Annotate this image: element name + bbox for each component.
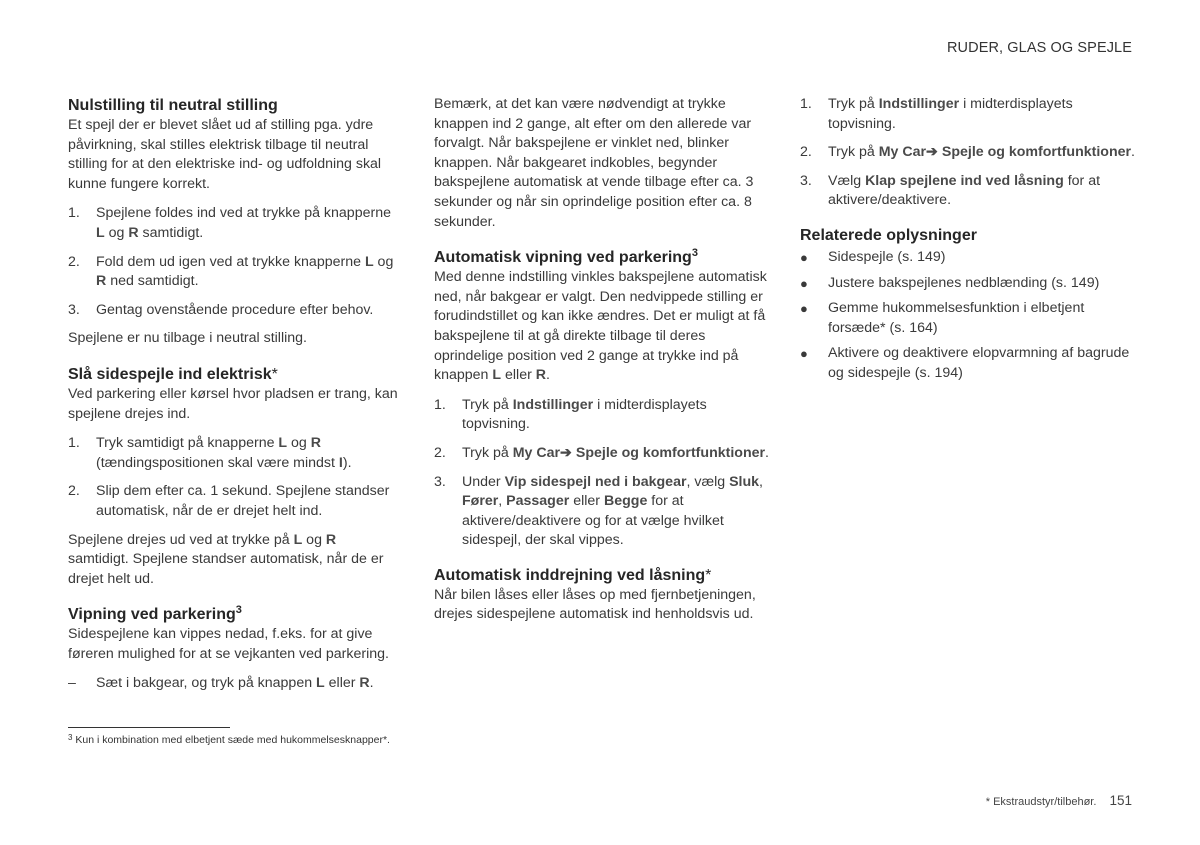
related-link[interactable]: ● Sidespejle (s. 149) bbox=[800, 248, 1135, 268]
list-item: 1. Spejlene foldes ind ved at trykke på knapperne L og R samtidigt. bbox=[68, 205, 391, 241]
section-tilt-parking bbox=[68, 604, 400, 694]
bullet-icon: ● bbox=[800, 249, 808, 265]
footnote-divider bbox=[68, 727, 230, 728]
section-fold-electric bbox=[68, 364, 400, 589]
step-list bbox=[800, 95, 1135, 211]
related-links-list bbox=[800, 248, 1135, 384]
list-item: 2. Tryk på My Car➔ Spejle og komfortfunktioner. bbox=[434, 444, 769, 461]
column-left bbox=[68, 95, 400, 708]
bullet-icon: ● bbox=[800, 301, 808, 317]
paragraph: Sidespejlene kan vippes nedad, f.eks. for at give føreren mulighed for at se vejkanten ved parkering. bbox=[68, 626, 389, 662]
list-item: 3. Gentag ovenstående procedure efter behov. bbox=[68, 301, 374, 318]
section-title: Vipning ved parkering$^3$ bbox=[68, 604, 242, 624]
section-header: RUDER, GLAS OG SPEJLE bbox=[946, 40, 1132, 56]
footnote: $^3$ Kun i kombination med elbetjent sæde med hukommelsesknapper*. bbox=[68, 733, 390, 746]
section-title: Automatisk inddrejning ved låsning* bbox=[434, 566, 712, 584]
paragraph: Ved parkering eller kørsel hvor pladsen er trang, kan spejlene drejes ind. bbox=[68, 385, 398, 422]
section-auto-tilt bbox=[434, 247, 769, 551]
bullet-icon: ● bbox=[800, 275, 808, 291]
related-link[interactable]: ● Gemme hukommelsesfunktion i elbetjent forsæde* (s. 164) bbox=[800, 300, 1085, 336]
list-item: 2. Tryk på My Car➔ Spejle og komfortfunktioner. bbox=[800, 144, 1135, 161]
list-item: 3. Under Vip sidespejl ned i bakgear, vælg Sluk, Fører, Passager eller Begge for at aktivere/deaktivere og for at vælge hvilket sidespejl, der skal vippes. bbox=[434, 473, 763, 549]
list-item: 1. Tryk samtidigt på knapperne L og R (tændingspositionen skal være mindst I). bbox=[68, 435, 352, 471]
arrow-right-icon: ➔ bbox=[926, 144, 938, 161]
section-related-info bbox=[800, 225, 1135, 384]
section-title: Slå sidespejle ind elektrisk* bbox=[68, 365, 278, 383]
list-item: – Sæt i bakgear, og tryk på knappen L eller R. bbox=[68, 675, 374, 692]
list-item: 2. Fold dem ud igen ved at trykke knapperne L og R ned samtidigt. bbox=[68, 253, 394, 290]
list-item: 2. Slip dem efter ca. 1 sekund. Spejlene standser automatisk, når de er drejet helt ind. bbox=[68, 483, 390, 519]
list-item: 3. Vælg Klap spejlene ind ved låsning for at aktivere/deaktivere. bbox=[800, 172, 1101, 209]
accessory-note: * Ekstraudstyr/tilbehør. bbox=[985, 796, 1097, 808]
paragraph: Spejlene er nu tilbage i neutral stilling. bbox=[68, 330, 307, 347]
section-title: Nulstilling til neutral stilling bbox=[68, 97, 278, 114]
step-list bbox=[68, 434, 400, 521]
section-title: Automatisk vipning ved parkering$^3$ bbox=[434, 247, 698, 267]
page-number: 151 bbox=[1109, 793, 1132, 808]
arrow-right-icon: ➔ bbox=[560, 444, 572, 461]
section-title: Relaterede oplysninger bbox=[800, 226, 977, 244]
section-auto-fold-lock bbox=[434, 565, 769, 625]
step-list bbox=[434, 396, 769, 551]
related-link[interactable]: ● Aktivere og deaktivere elopvarmning af bagrude og sidespejle (s. 194) bbox=[800, 345, 1130, 381]
list-item: 1. Tryk på Indstillinger i midterdisplayets topvisning. bbox=[434, 396, 707, 433]
paragraph: Spejlene drejes ud ved at trykke på L og R samtidigt. Spejlene standser automatisk, når de er drejet helt ud. bbox=[68, 531, 384, 587]
paragraph: Bemærk, at det kan være nødvendigt at trykke knappen ind 2 gange, alt efter om den allerede var forvalgt. Når bakspejlene er vinklet ned, blinker knappen. Når bakgearet indkobles, begynder bakspejlene automatisk at vende tilbage efter ca. 3 sekunder og når sin oprindelige position efter ca. 8 sekunder. bbox=[434, 96, 754, 230]
page-footer bbox=[986, 793, 1132, 808]
dash-list bbox=[68, 674, 400, 694]
paragraph: Når bilen låses eller låses op med fjernbetjeningen, drejes sidespejlene automatisk ind henholdsvis ud. bbox=[434, 586, 756, 623]
section-reset-neutral bbox=[68, 95, 400, 349]
paragraph: Med denne indstilling vinkles bakspejlene automatisk ned, når bakgear er valgt. Den nedvippede stilling er forudindstillet og kan ikke ændres. Det er muligt at få bakspejlene til at gå direkte tilbage til deres oprindelige position ved 2 gange at trykke ind på knappen L eller R. bbox=[434, 269, 767, 384]
bullet-icon: ● bbox=[800, 346, 808, 362]
related-link[interactable]: ● Justere bakspejlenes nedblænding (s. 149) bbox=[800, 274, 1135, 294]
list-item: 1. Tryk på Indstillinger i midterdisplayets topvisning. bbox=[800, 96, 1073, 132]
column-middle bbox=[434, 95, 769, 639]
column-right bbox=[800, 95, 1135, 398]
step-list bbox=[68, 204, 400, 320]
paragraph: Et spejl der er blevet slået ud af stilling pga. ydre påvirkning, skal stilles elektrisk tilbage til neutral stilling for at den elektriske ind- og udfoldning skal kunne fungere korrekt. bbox=[68, 117, 382, 192]
